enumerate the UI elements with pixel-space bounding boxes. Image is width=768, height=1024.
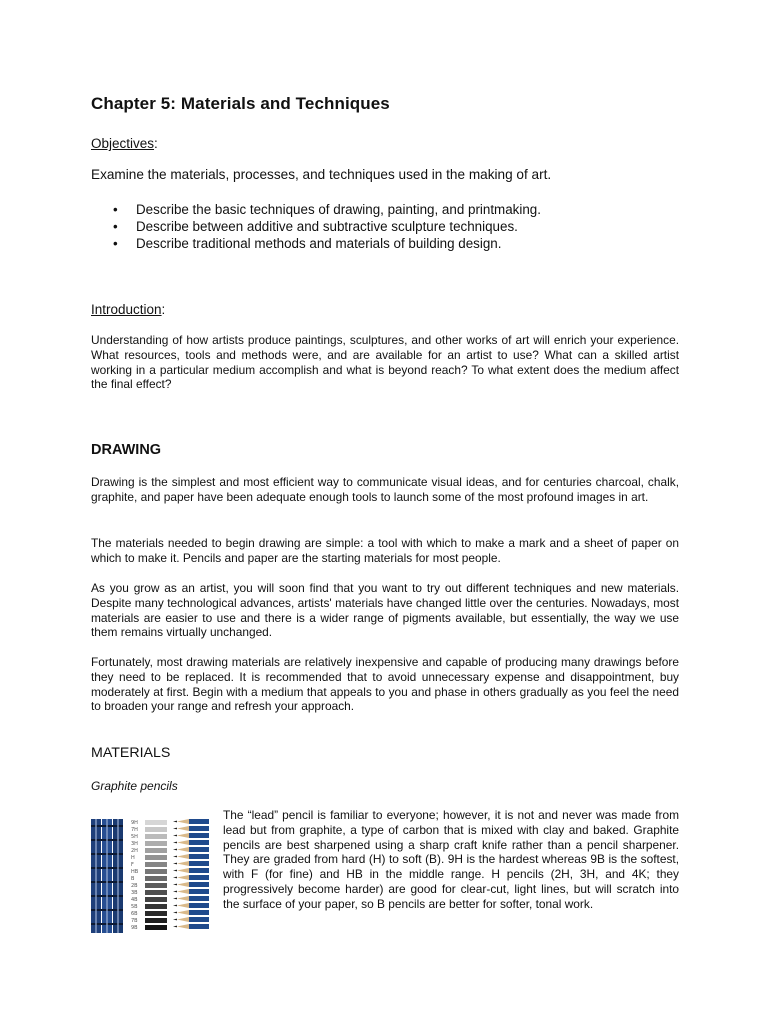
objective-text: Describe between additive and subtractive sculpture techniques. xyxy=(136,219,518,234)
graphite-pencils-photo-icon xyxy=(91,815,209,935)
introduction-colon: : xyxy=(161,302,166,317)
svg-text:9H: 9H xyxy=(131,820,138,826)
objectives-heading-row xyxy=(91,135,158,153)
svg-text:2B: 2B xyxy=(131,883,138,889)
objectives-list xyxy=(91,201,541,252)
svg-text:HB: HB xyxy=(131,869,139,875)
bullet-icon: • xyxy=(113,236,118,251)
svg-text:5H: 5H xyxy=(131,834,138,840)
graphite-caption: Graphite pencils xyxy=(91,779,178,793)
svg-text:7B: 7B xyxy=(131,918,138,924)
svg-text:2H: 2H xyxy=(131,848,138,854)
graphite-paragraph: The “lead” pencil is familiar to everyone; however, it is not and never was made from lead but from graphite, a type of carbon that is mixed with clay and baked. Graphite pencils are best sharpened using a sharp craft knife rather than a pencil sharpener. They are graded from hard (H) to soft (B). 9H is the hardest whereas 9B is the softest, with F (for fine) and HB in the middle range. H pencils (2H, 3H, and 4K; they progressively become harder) are good for clear-cut, light lines, but will scratch into the surface of your paper, so B pencils are better for softer, tonal work. xyxy=(223,808,679,911)
drawing-heading: DRAWING xyxy=(91,442,162,458)
objective-text: Describe the basic techniques of drawing, painting, and printmaking. xyxy=(136,202,541,217)
materials-heading: MATERIALS xyxy=(91,745,171,761)
svg-text:7H: 7H xyxy=(131,827,138,833)
objective-item xyxy=(91,218,541,235)
svg-text:9B: 9B xyxy=(131,925,138,931)
objective-item xyxy=(91,201,541,218)
svg-text:B: B xyxy=(131,876,135,882)
introduction-paragraph: Understanding of how artists produce paintings, sculptures, and other works of art will enrich your experience. What resources, tools and methods were, and are available for an artist to use? What can a skilled artist working in a particular medium accomplish and what is beyond reach? To what extent does the medium affect the final effect? xyxy=(91,333,679,392)
objective-text: Describe traditional methods and materials of building design. xyxy=(136,236,502,251)
introduction-heading-row xyxy=(91,301,165,319)
svg-text:H: H xyxy=(131,855,135,861)
page-title: Chapter 5: Materials and Techniques xyxy=(91,94,390,113)
objectives-lead: Examine the materials, processes, and techniques used in the making of art. xyxy=(91,167,552,182)
svg-text:3B: 3B xyxy=(131,890,138,896)
objective-item xyxy=(91,235,541,252)
svg-text:4B: 4B xyxy=(131,897,138,903)
objectives-heading: Objectives xyxy=(91,136,155,151)
drawing-paragraph: Fortunately, most drawing materials are relatively inexpensive and capable of producing many drawings before they need to be replaced. It is recommended that to avoid unnecessary expense and disappointment, buy moderately at first. Begin with a medium that appeals to you and phase in others gradually as you feel the need to broaden your range and refresh your approach. xyxy=(91,655,679,714)
bullet-icon: • xyxy=(113,219,118,234)
svg-text:5B: 5B xyxy=(131,904,138,910)
introduction-heading: Introduction xyxy=(91,302,162,317)
svg-text:3H: 3H xyxy=(131,841,138,847)
drawing-paragraph: Drawing is the simplest and most efficient way to communicate visual ideas, and for centuries charcoal, chalk, graphite, and paper have been adequate enough tools to launch some of the most profound images in art. xyxy=(91,475,679,504)
bullet-icon: • xyxy=(113,202,118,217)
drawing-paragraph: As you grow as an artist, you will soon find that you want to try out different techniques and new materials. Despite many technological advances, artists' materials have changed little over the centuries. Nowadays, most materials are easier to use and there is a wider range of pigments available, but essentially, the way we use them remains virtually unchanged. xyxy=(91,581,679,640)
svg-text:F: F xyxy=(131,862,134,868)
drawing-paragraph: The materials needed to begin drawing are simple: a tool with which to make a mark and a sheet of paper on which to make it. Pencils and paper are the starting materials for most people. xyxy=(91,536,679,565)
objectives-colon: : xyxy=(154,136,158,151)
svg-text:6B: 6B xyxy=(131,911,138,917)
